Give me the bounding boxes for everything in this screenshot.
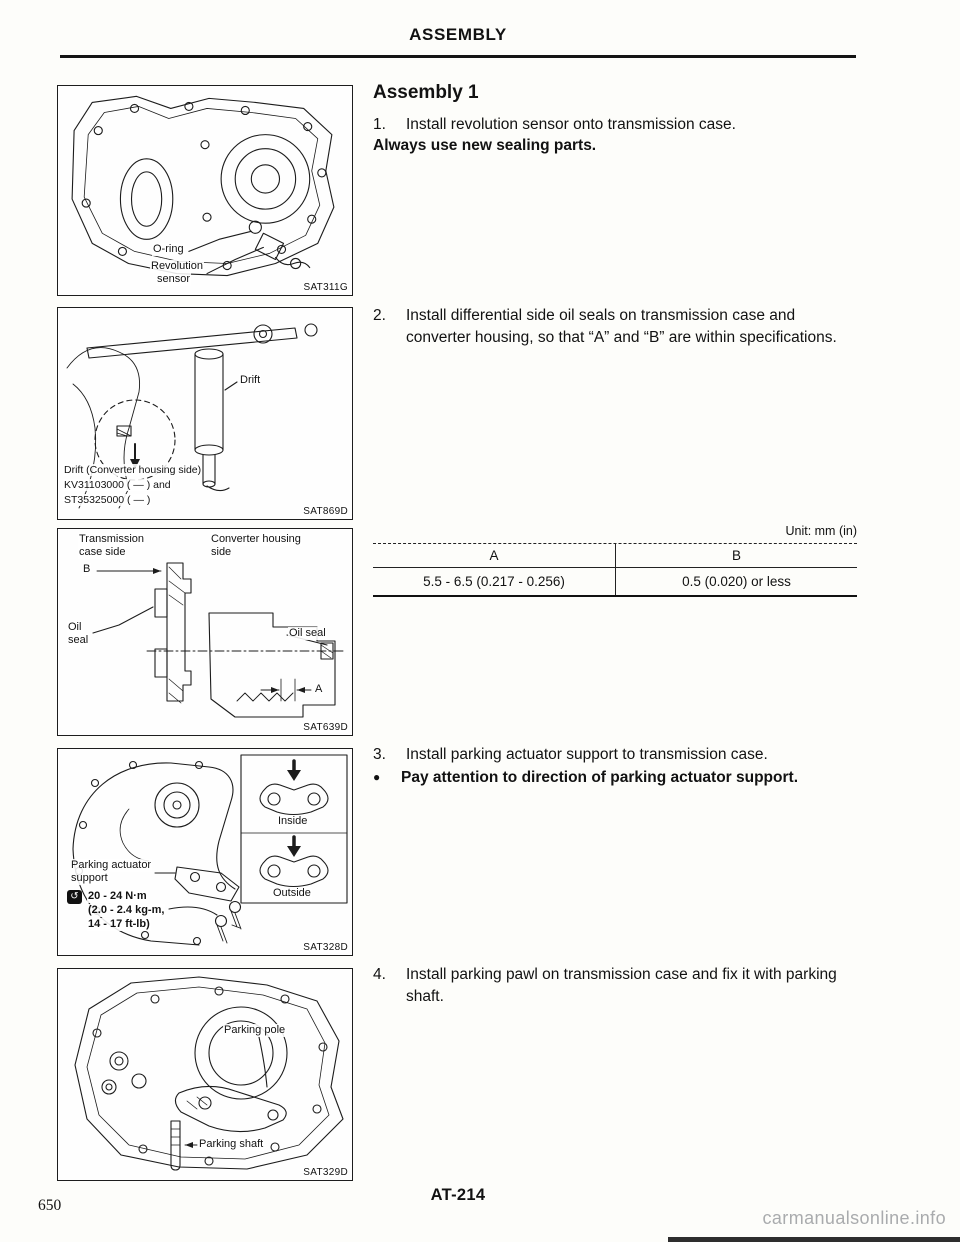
torque-spec-line2: (2.0 - 2.4 kg-m, <box>88 904 165 916</box>
page-footer-code: AT-214 <box>430 1186 486 1204</box>
converter-side-label-line1: Converter housing <box>211 533 301 545</box>
figure-code: SAT328D <box>303 942 348 953</box>
torque-spec-line1: 20 - 24 N·m <box>88 890 147 902</box>
step-4-text: Install parking pawl on transmission case and fix it with parking shaft. <box>406 966 837 1005</box>
step-2-number: 2. <box>373 307 386 324</box>
drift-label: Drift <box>240 374 261 386</box>
step-1-note: Always use new sealing parts. <box>373 137 597 154</box>
step-3-text: Install parking actuator support to transmission case. <box>406 746 768 763</box>
figure-parking-actuator-support <box>57 748 353 956</box>
figure-code: SAT311G <box>303 282 348 293</box>
figure-code: SAT639D <box>303 722 348 733</box>
spec-table-block <box>373 524 857 597</box>
figure-drift-tool <box>57 307 353 520</box>
step-2-text: Install differential side oil seals on transmission case and converter housing, so that “A” and “B” are within specifications. <box>406 307 837 346</box>
oring-label: O-ring <box>153 243 184 255</box>
spec-table-header-row <box>373 544 857 568</box>
step-3-bullet <box>373 767 857 789</box>
bullet-icon: ● <box>373 770 381 784</box>
inside-label: Inside <box>278 815 308 827</box>
step-4 <box>373 964 857 1008</box>
drift-note-line3: ST35325000 ( — ) <box>64 494 151 506</box>
oil-seal-left-label-line2: seal <box>68 634 89 646</box>
figure-parking-pawl <box>57 968 353 1181</box>
torque-spec-line3: 14 - 17 ft-lb) <box>88 918 150 930</box>
revolution-sensor-label-line2: sensor <box>157 273 191 285</box>
oil-seal-right-label: Oil seal <box>289 627 326 639</box>
step-3 <box>373 744 857 766</box>
parking-actuator-support-label-line2: support <box>71 872 108 884</box>
torque-wrench-icon: ↺ <box>67 890 82 904</box>
header-rule <box>60 55 856 58</box>
transmission-side-label-line2: case side <box>79 546 126 558</box>
step-3-number: 3. <box>373 746 386 763</box>
spec-col-a-value: 5.5 - 6.5 (0.217 - 0.256) <box>423 574 565 589</box>
step-3-bullet-text: Pay attention to direction of parking actuator support. <box>401 769 798 786</box>
drift-note-line1: Drift (Converter housing side) <box>64 464 202 476</box>
spec-table-value-row <box>373 568 857 595</box>
transmission-case-illustration <box>58 86 352 295</box>
parking-shaft-label: Parking shaft <box>199 1138 264 1150</box>
bottom-scan-edge <box>668 1237 960 1242</box>
figure-code: SAT869D <box>303 506 348 517</box>
transmission-side-label-line1: Transmission <box>79 533 144 545</box>
step-1 <box>373 114 857 136</box>
unit-label: Unit: mm (in) <box>785 524 857 538</box>
figure-revolution-sensor <box>57 85 353 296</box>
step-4-number: 4. <box>373 966 386 983</box>
page-number: 650 <box>38 1197 62 1214</box>
step-1-text: Install revolution sensor onto transmission case. <box>406 116 736 133</box>
dimension-a-label: A <box>315 683 323 695</box>
parking-actuator-support-label-line1: Parking actuator <box>71 859 152 871</box>
dimension-b-label: B <box>83 563 91 575</box>
drift-note-line2: KV31103000 ( — ) and <box>64 479 171 491</box>
spec-col-a-header: A <box>489 548 499 563</box>
spec-col-b-value: 0.5 (0.020) or less <box>615 568 857 595</box>
spec-col-b-header: B <box>615 544 857 567</box>
figure-oil-seal-section <box>57 528 353 736</box>
converter-side-label-line2: side <box>211 546 232 558</box>
figure-code: SAT329D <box>303 1167 348 1178</box>
section-title: Assembly 1 <box>373 82 479 103</box>
step-1-number: 1. <box>373 116 386 133</box>
outside-label: Outside <box>273 887 311 899</box>
oil-seal-left-label-line1: Oil <box>68 621 82 633</box>
step-2 <box>373 305 857 349</box>
spec-table <box>373 543 857 597</box>
page-header-title: ASSEMBLY <box>409 25 507 44</box>
watermark: carmanualsonline.info <box>762 1208 946 1228</box>
parking-pole-label: Parking pole <box>224 1024 286 1036</box>
revolution-sensor-label-line1: Revolution <box>151 260 203 272</box>
